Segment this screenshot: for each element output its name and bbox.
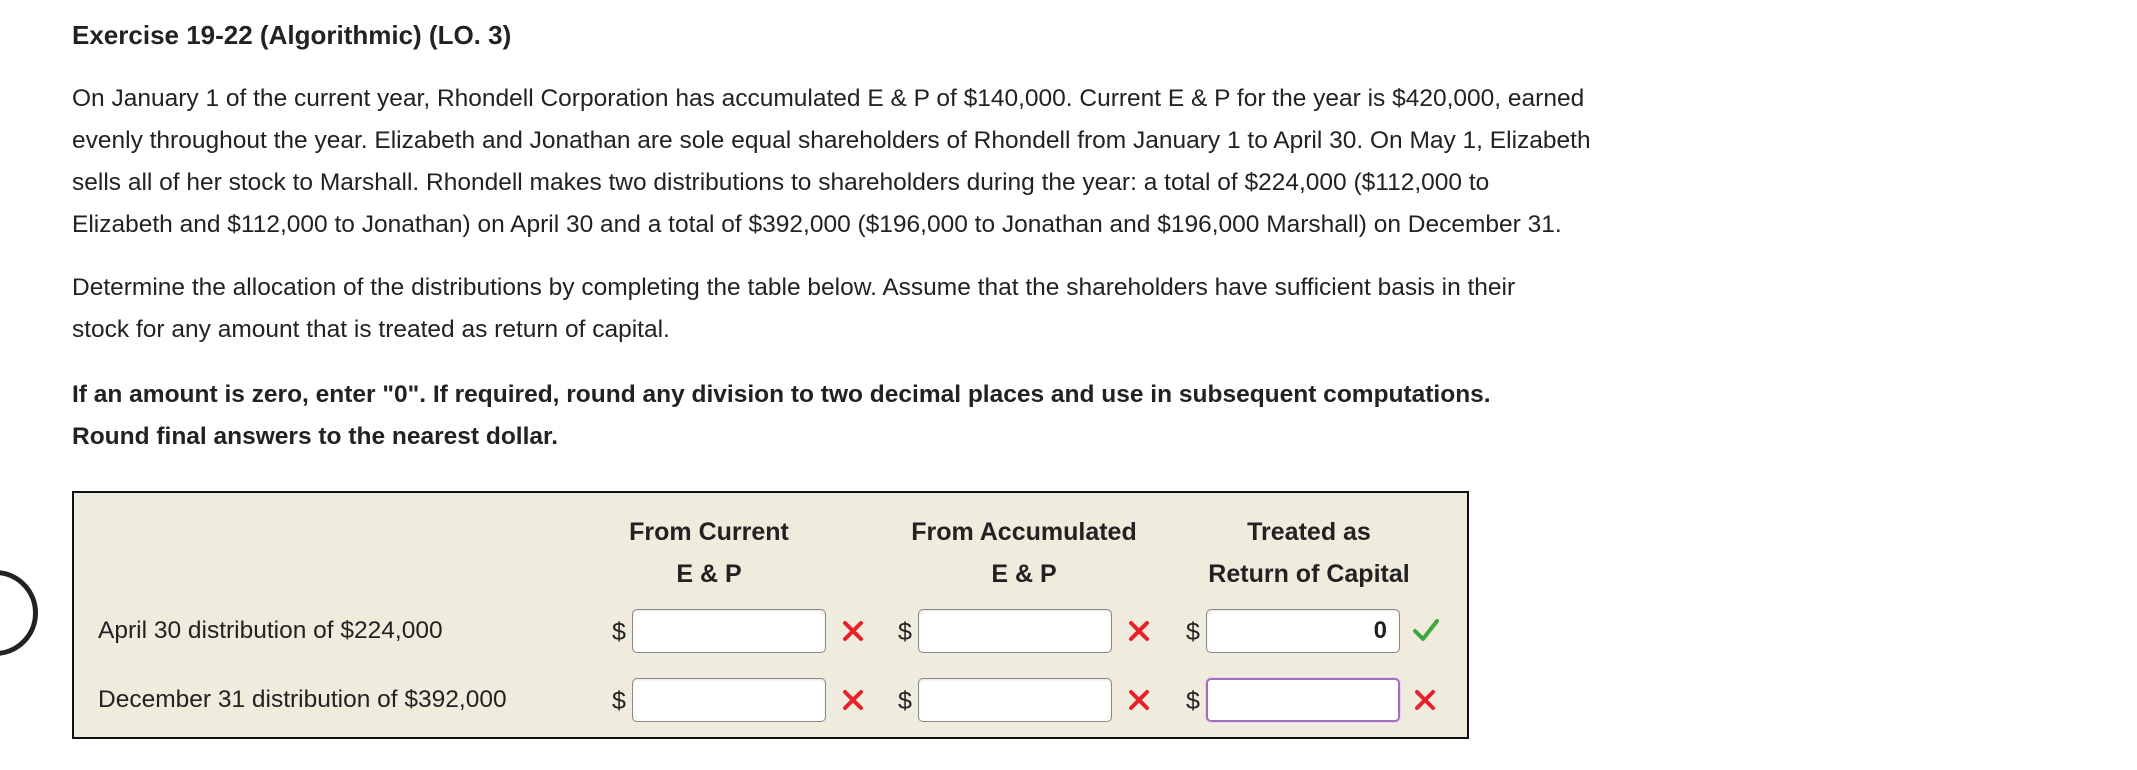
column-header-line: E & P [676,560,742,588]
currency-symbol: $ [1186,618,1200,646]
distribution-table [72,491,1469,739]
problem-line: sells all of her stock to Marshall. Rhondell makes two distributions to shareholders during the year: a total of $224,000 ($112,000 to [72,169,1490,196]
exercise-title: Exercise 19-22 (Algorithmic) (LO. 3) [72,20,512,50]
currency-symbol: $ [612,687,626,715]
x-mark-icon [840,687,866,713]
currency-symbol: $ [898,618,912,646]
column-header-line: Return of Capital [1208,560,1410,588]
x-mark-icon [1126,687,1152,713]
april-accumulated-ep-input[interactable] [918,609,1112,653]
row-label-december-31: December 31 distribution of $392,000 [98,686,507,713]
april-current-ep-input[interactable] [632,609,826,653]
problem-line: evenly throughout the year. Elizabeth and Jonathan are sole equal shareholders of Rhondell from January 1 to April 30. On May 1, Elizabeth [72,127,1591,154]
x-mark-icon [840,618,866,644]
december-return-of-capital-input[interactable] [1206,678,1400,722]
column-header-line: E & P [991,560,1057,588]
problem-line: On January 1 of the current year, Rhondell Corporation has accumulated E & P of $140,000. Current E & P for the year is $420,000, earned [72,85,1585,112]
problem-paragraph [72,78,1591,246]
task-paragraph [72,267,1515,351]
x-mark-icon [1126,618,1152,644]
row-label-april-30: April 30 distribution of $224,000 [98,617,443,644]
task-line: Determine the allocation of the distributions by completing the table below. Assume that the shareholders have sufficient basis in their [72,274,1516,301]
currency-symbol: $ [1186,687,1200,715]
problem-line: Elizabeth and $112,000 to Jonathan) on April 30 and a total of $392,000 ($196,000 to Jonathan and $196,000 Marshall) on December 31. [72,211,1562,238]
column-header-line: From Current [629,518,789,546]
currency-symbol: $ [898,687,912,715]
december-current-ep-input[interactable] [632,678,826,722]
x-mark-icon [1412,687,1438,713]
currency-symbol: $ [612,618,626,646]
instruction-line: Round final answers to the nearest dollar. [72,423,559,450]
instruction-line: If an amount is zero, enter "0". If required, round any division to two decimal places and use in subsequent computations. [72,381,1491,408]
task-line: stock for any amount that is treated as return of capital. [72,316,670,343]
check-mark-icon [1412,617,1438,643]
column-header-line: Treated as [1247,518,1371,546]
december-accumulated-ep-input[interactable] [918,678,1112,722]
column-header-current-ep [614,511,804,595]
column-header-return-of-capital [1174,511,1444,595]
column-header-accumulated-ep [874,511,1174,595]
column-header-line: From Accumulated [911,518,1137,546]
april-return-of-capital-input[interactable] [1206,609,1400,653]
side-circle-button[interactable] [0,570,38,656]
instructions-paragraph [72,374,1491,458]
